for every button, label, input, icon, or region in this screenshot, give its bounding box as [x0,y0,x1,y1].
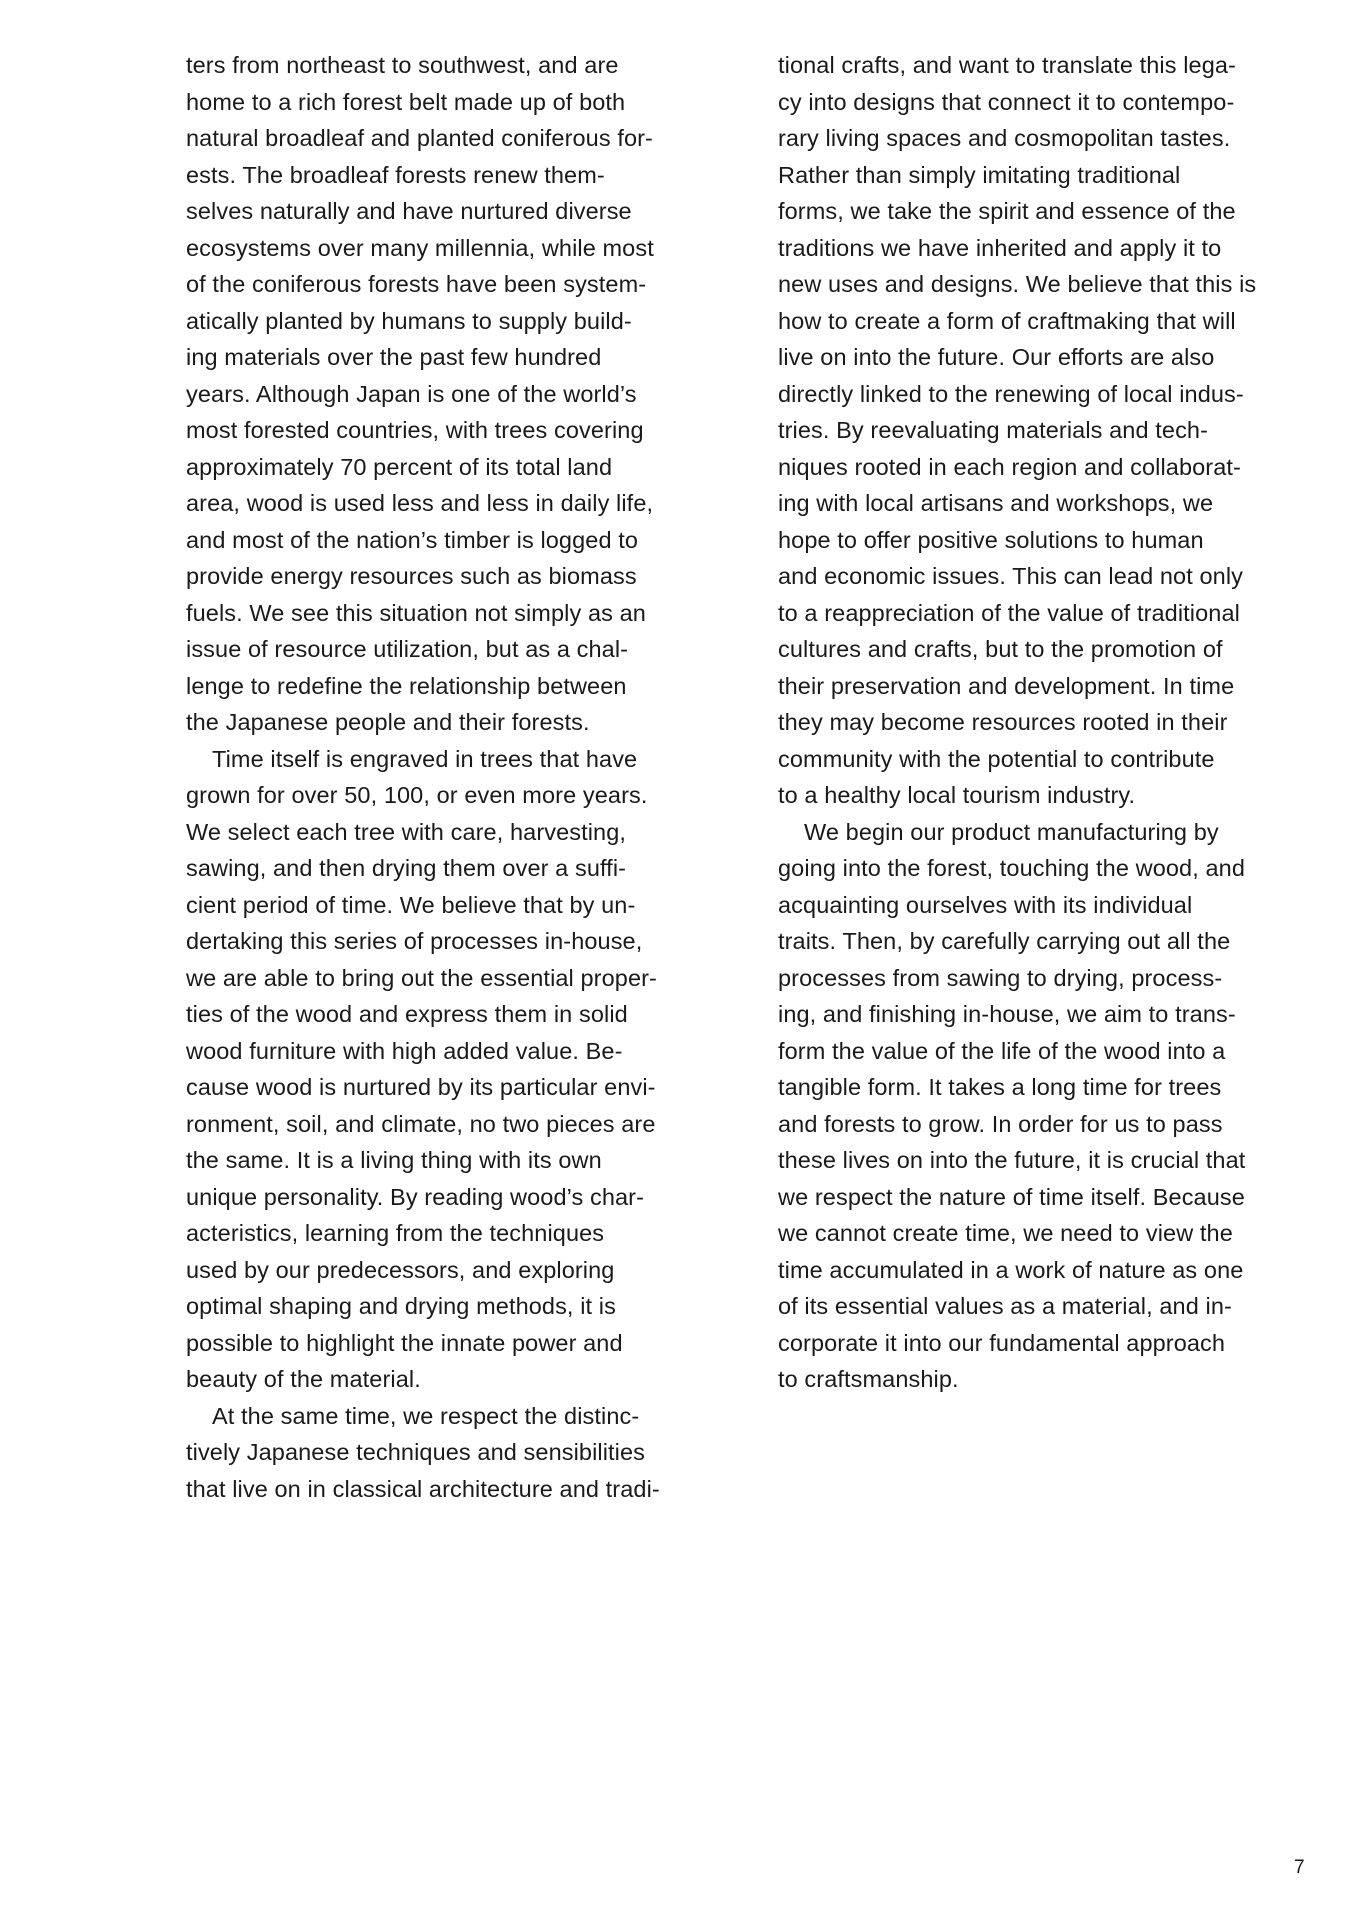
text-line: issue of resource utilization, but as a chal- [186,636,629,662]
text-line: directly linked to the renewing of local indus- [778,380,1244,407]
text-line: the same. It is a living thing with its own [186,1147,602,1173]
text-line: cy into designs that connect it to contempo- [778,88,1235,115]
text-line: ronment, soil, and climate, no two pieces are [186,1110,656,1137]
page-number: 7 [1294,1857,1305,1878]
text-line: We select each tree with care, harvesting, [186,818,627,845]
text-line: of the coniferous forests have been system- [186,271,647,297]
text-line: ing, and finishing in-house, we aim to trans- [778,1001,1236,1027]
text-line: area, wood is used less and less in daily life, [186,490,654,516]
text-line: beauty of the material. [186,1366,421,1392]
text-line: time accumulated in a work of nature as one [778,1256,1244,1283]
text-line: tries. By reevaluating materials and tech- [778,417,1209,443]
text-line: tively Japanese techniques and sensibilities [186,1439,646,1465]
text-line: ecosystems over many millennia, while most [186,234,654,261]
text-line: and forests to grow. In order for us to pass [778,1110,1223,1137]
text-line: to craftsmanship. [778,1366,959,1392]
text-line: that live on in classical architecture and tradi- [186,1475,660,1502]
text-line: and economic issues. This can lead not only [778,563,1243,589]
text-line: we respect the nature of time itself. Because [778,1183,1245,1210]
text-line: tional crafts, and want to translate this lega- [778,52,1236,78]
text-line: ing with local artisans and workshops, we [778,490,1214,516]
text-line: community with the potential to contribute [778,745,1215,772]
text-line: going into the forest, touching the wood, and [778,855,1245,881]
text-line: cient period of time. We believe that by un- [186,891,636,918]
text-line: Time itself is engraved in trees that have [212,745,638,772]
text-line: traditions we have inherited and apply it to [778,234,1222,261]
text-line: optimal shaping and drying methods, it is [186,1293,616,1319]
text-line: natural broadleaf and planted coniferous for- [186,125,653,151]
text-line: their preservation and development. In time [778,672,1235,699]
text-line: these lives on into the future, it is crucial that [778,1147,1246,1173]
text-line: the Japanese people and their forests. [186,709,590,735]
text-line: traits. Then, by carefully carrying out all the [778,928,1231,954]
text-line: grown for over 50, 100, or even more years. [186,782,648,808]
text-line: most forested countries, with trees covering [186,417,644,443]
text-line: we cannot create time, we need to view the [778,1220,1233,1246]
text-line: niques rooted in each region and collaborat- [778,453,1241,480]
text-line: we are able to bring out the essential proper- [186,964,657,991]
text-line: home to a rich forest belt made up of both [186,88,626,115]
text-line: years. Although Japan is one of the world’s [186,380,637,407]
text-column-left [186,47,746,1507]
text-line: Rather than simply imitating traditional [778,161,1181,188]
text-line: processes from sawing to drying, process- [778,964,1223,991]
text-line: atically planted by humans to supply build- [186,307,632,334]
text-line: ters from northeast to southwest, and are [186,52,619,78]
text-column-right [778,47,1338,1398]
text-line: ests. The broadleaf forests renew them- [186,161,605,188]
text-line: ties of the wood and express them in solid [186,1001,628,1027]
text-line: unique personality. By reading wood’s char- [186,1183,645,1210]
text-line: lenge to redefine the relationship between [186,672,627,699]
text-line: wood furniture with high added value. Be- [186,1037,623,1064]
text-line: provide energy resources such as biomass [186,563,637,589]
text-line: ing materials over the past few hundred [186,344,602,370]
text-line: acquainting ourselves with its individual [778,891,1193,918]
text-line: they may become resources rooted in their [778,709,1228,735]
text-line: cultures and crafts, but to the promotion of [778,636,1223,662]
text-line: hope to offer positive solutions to human [778,526,1204,553]
text-line: form the value of the life of the wood into a [778,1037,1226,1064]
text-line: how to create a form of craftmaking that will [778,307,1236,334]
text-line: We begin our product manufacturing by [804,818,1219,845]
text-line: tangible form. It takes a long time for trees [778,1074,1222,1100]
text-line: rary living spaces and cosmopolitan tastes. [778,125,1231,151]
text-line: and most of the nation’s timber is logged to [186,526,639,553]
text-line: approximately 70 percent of its total land [186,453,613,480]
text-line: new uses and designs. We believe that this is [778,271,1257,297]
text-line: used by our predecessors, and exploring [186,1256,615,1283]
text-line: selves naturally and have nurtured diverse [186,198,632,224]
text-line: corporate it into our fundamental approach [778,1329,1226,1356]
text-line: At the same time, we respect the distinc- [212,1402,640,1429]
text-line: to a healthy local tourism industry. [778,782,1136,808]
text-line: of its essential values as a material, and in- [778,1293,1232,1319]
text-line: forms, we take the spirit and essence of the [778,198,1236,224]
text-line: cause wood is nurtured by its particular envi- [186,1074,656,1100]
text-line: fuels. We see this situation not simply as an [186,599,646,626]
text-line: to a reappreciation of the value of traditional [778,599,1240,626]
text-line: acteristics, learning from the techniques [186,1220,605,1246]
text-line: dertaking this series of processes in-house, [186,928,643,954]
text-line: possible to highlight the innate power and [186,1329,623,1356]
text-line: live on into the future. Our efforts are also [778,344,1215,370]
text-line: sawing, and then drying them over a suffi- [186,855,627,881]
